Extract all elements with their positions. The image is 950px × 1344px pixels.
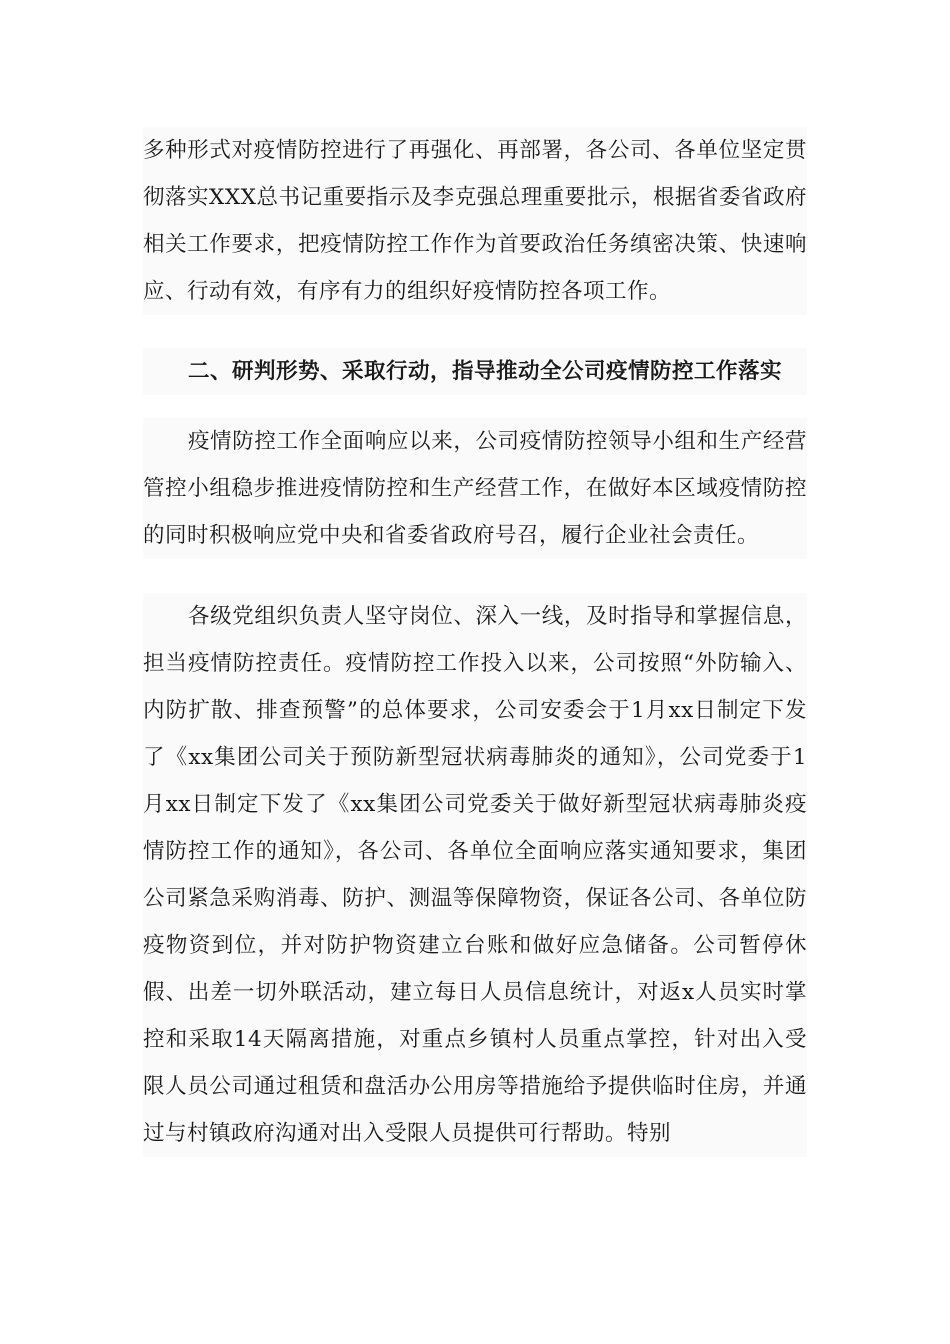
paragraph-measures xyxy=(143,593,807,1157)
paragraph-text: 各级党组织负责人坚守岗位、深入一线，及时指导和掌握信息，担当疫情防控责任。疫情防控工作投入以来，公司按照“外防输入、内防扩散、排查预警”的总体要求，公司安委会于1月xx日制定下发了《xx集团公司关于预防新型冠状病毒肺炎的通知》，公司党委于1月xx日制定下发了《xx集团公司党委关于做好新型冠状病毒肺炎疫情防控工作的通知》，各公司、各单位全面响应落实通知要求，集团公司紧急采购消毒、防护、测温等保障物资，保证各公司、各单位防疫物资到位，并对防护物资建立台账和做好应急储备。公司暂停休假、出差一切外联活动，建立每日人员信息统计，对返x人员实时掌控和采取14天隔离措施，对重点乡镇村人员重点掌控，针对出入受限人员公司通过租赁和盘活办公用房等措施给予提供临时住房，并通过与村镇政府沟通对出入受限人员提供可行帮助。特别 xyxy=(143,604,807,1146)
paragraph-continuation xyxy=(143,127,807,315)
paragraph-text: 多种形式对疫情防控进行了再强化、再部署，各公司、各单位坚定贯彻落实XXX总书记重要指示及李克强总理重要批示，根据省委省政府相关工作要求，把疫情防控工作作为首要政治任务缜密决策、快速响应、行动有效，有序有力的组织好疫情防控各项工作。 xyxy=(143,138,807,304)
paragraph-text: 疫情防控工作全面响应以来，公司疫情防控领导小组和生产经营管控小组稳步推进疫情防控和生产经营工作，在做好本区域疫情防控的同时积极响应党中央和省委省政府号召，履行企业社会责任。 xyxy=(143,429,807,548)
section-heading: 二、研判形势、采取行动，指导推动全公司疫情防控工作落实 xyxy=(143,348,807,395)
paragraph-response xyxy=(143,418,807,559)
